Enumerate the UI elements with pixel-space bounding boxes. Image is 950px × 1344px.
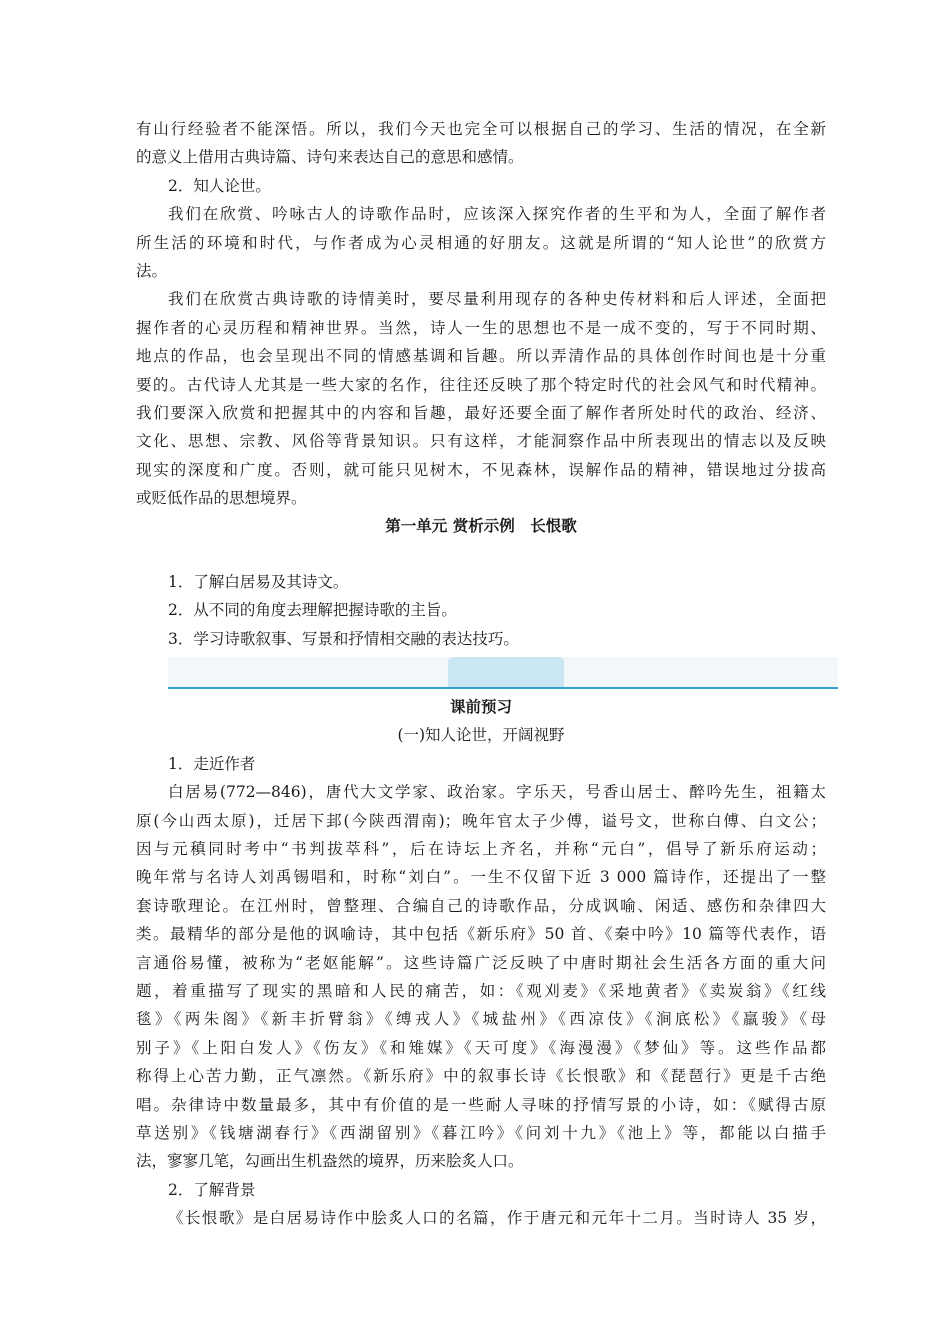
text-line: 所生活的环境和时代，与作者成为心灵相通的好朋友。这就是所谓的“知人论世”的欣赏方 [136,233,826,252]
text-line: 别子》《上阳白发人》《伤友》《和雉媒》《天可度》《海漫漫》《梦仙》等。这些作品都 [136,1038,826,1057]
text-line: 言通俗易懂，被称为“老妪能解”。这些诗篇广泛反映了中唐时期社会生活各方面的重大问 [136,953,826,972]
paragraph-zhiren-lunshi [136,200,826,285]
text-line: 唱。杂律诗中数量最多，其中有价值的是一些耐人寻味的抒情写景的小诗，如：《赋得古原 [136,1095,826,1114]
text-line: 白居易(772—846)，唐代大文学家、政治家。字乐天，号香山居士、醉吟先生，祖籍太 [168,783,826,802]
text-line: 称得上心苦力勤，正气凛然。《新乐府》中的叙事长诗《长恨歌》和《琵琶行》更是千古绝 [136,1067,826,1086]
background-paragraph [136,1204,826,1232]
text-line: 题，着重描写了现实的黑暗和人民的痛苦，如：《观刈麦》《采地黄者》《卖炭翁》《红线 [136,981,826,1000]
text-line: 要的。古代诗人尤其是一些大家的名作，往往还反映了那个特定时代的社会风气和时代精神。 [136,375,826,394]
objective-item: 1．了解白居易及其诗文。 [168,572,349,591]
text-line: 地点的作品，也会呈现出不同的情感基调和旨趣。所以弄清作品的具体创作时间也是十分重 [136,347,826,366]
text-line: 我们要深入欣赏和把握其中的内容和旨趣，最好还要全面了解作者所处时代的政治、经济、 [136,403,826,422]
text-line: 毯》《两朱阁》《新丰折臂翁》《缚戎人》《城盐州》《西凉伎》《涧底松》《羸骏》《母 [136,1010,826,1029]
text-line: 晚年常与名诗人刘禹锡唱和，时称“刘白”。一生不仅留下近 3 000 篇诗作，还提出了一整 [136,868,826,887]
document-content [136,115,826,1232]
author-heading: 1．走近作者 [168,754,256,773]
learning-objectives [136,568,826,653]
text-line: 握作者的心灵历程和精神世界。当然，诗人一生的思想也不是一成不变的，写于不同时期、 [136,318,826,337]
text-line: 《长恨歌》是白居易诗作中脍炙人口的名篇，作于唐元和元年十二月。当时诗人 35 岁， [168,1209,826,1228]
background-heading: 2．了解背景 [168,1180,256,1199]
text-line: 的意义上借用古典诗篇、诗句来表达自己的意思和感情。 [136,148,524,167]
text-line: 我们在欣赏、吟咏古人的诗歌作品时，应该深入探究作者的生平和为人，全面了解作者 [168,205,826,224]
paragraph-continuation [136,115,826,172]
preview-subtitle: (一)知人论世，开阔视野 [397,726,565,745]
text-line: 法，寥寥几笔，勾画出生机盎然的境界，历来脍炙人口。 [136,1152,524,1171]
text-line: 类。最精华的部分是他的讽喻诗，其中包括《新乐府》50 首、《秦中吟》10 篇等代表作，语 [136,925,826,944]
text-line: 或贬低作品的思想境界。 [136,489,307,508]
text-line: 法。 [136,261,168,280]
item-heading-zhiren-lunshi: 2．知人论世。 [168,176,271,195]
text-line: 现实的深度和广度。否则，就可能只见树木，不见森林，误解作品的精神，错误地过分拔高 [136,460,826,479]
spacer [136,541,826,568]
banner-rule [168,687,838,689]
objective-item: 2．从不同的角度去理解把握诗歌的主旨。 [168,601,457,620]
text-line: 草送别》《钱塘湖春行》《西湖留别》《暮江吟》《问刘十九》《池上》等，都能以白描手 [136,1123,826,1142]
text-line: 套诗歌理论。在江州时，曾整理、合编自己的诗歌作品，分成讽喻、闲适、感伤和杂律四大 [136,896,826,915]
banner-tab [448,657,564,688]
text-line: 因与元稹同时考中“书判拔萃科”，后在诗坛上齐名，并称“元白”，倡导了新乐府运动； [136,839,826,858]
section-title: 第一单元 赏析示例 长恨歌 [385,516,577,536]
objective-item: 3．学习诗歌叙事、写景和抒情相交融的表达技巧。 [168,629,519,648]
section-banner [168,657,838,693]
text-line: 有山行经验者不能深悟。所以，我们今天也完全可以根据自己的学习、生活的情况，在全新 [136,120,826,138]
text-line: 原(今山西太原)，迁居下邽(今陕西渭南)；晚年官太子少傅，谥号文，世称白傅、白文公； [136,811,826,830]
text-line: 我们在欣赏古典诗歌的诗情美时，要尽量利用现存的各种史传材料和后人评述，全面把 [168,290,826,309]
text-line: 文化、思想、宗教、风俗等背景知识。只有这样，才能洞察作品中所表现出的情志以及反映 [136,432,826,451]
preview-title: 课前预习 [449,697,512,717]
paragraph-shiqing-mei [136,285,826,512]
author-paragraph [136,778,826,1175]
